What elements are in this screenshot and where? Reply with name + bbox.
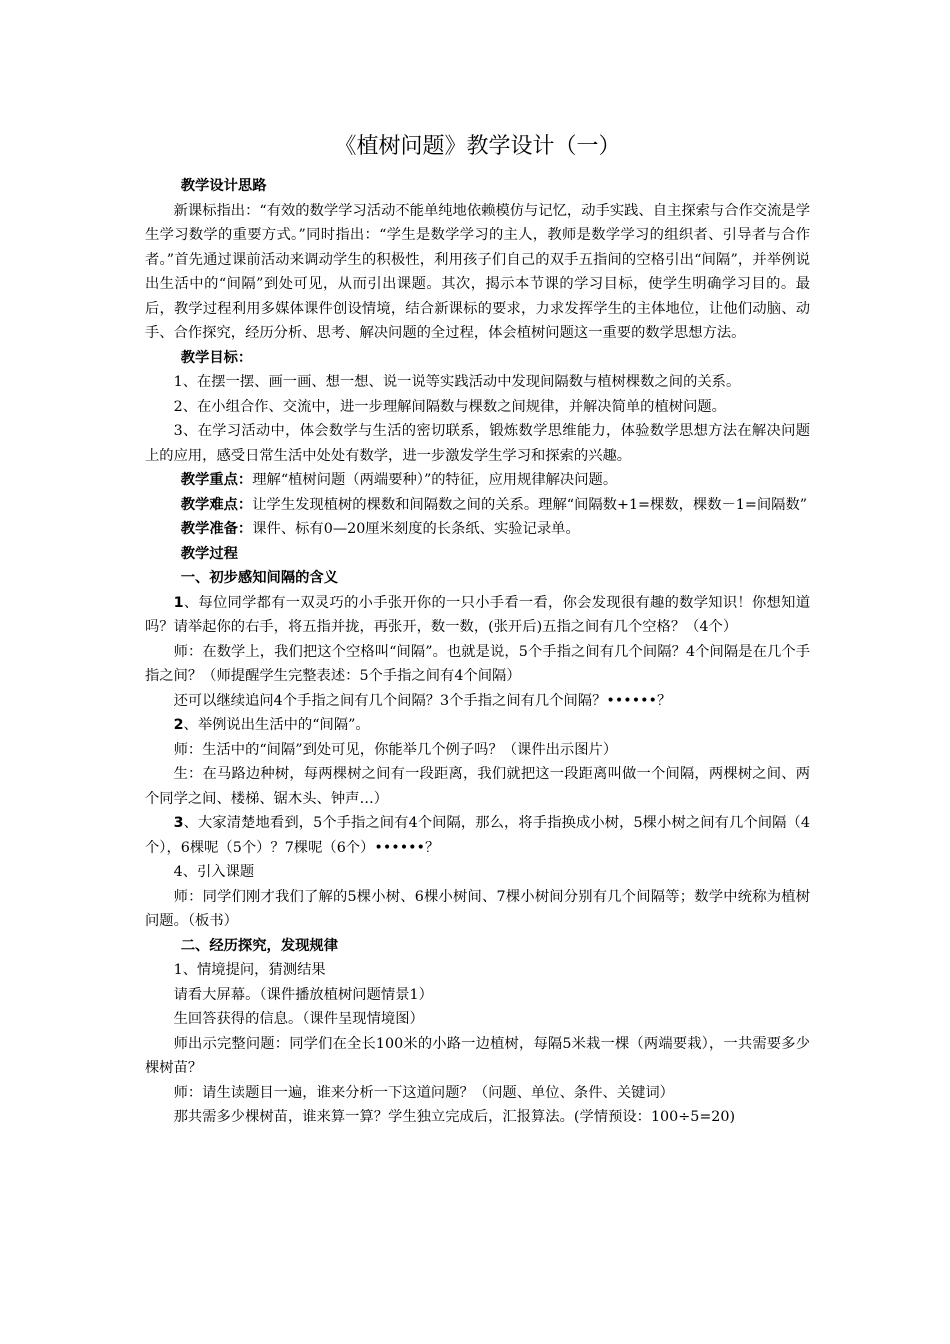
- paragraph-6: 生：在马路边种树，每两棵树之间有一段距离，我们就把这一段距离叫做一个间隔，两棵树之间、两个同学之间、楼梯、锯木头、钟声…）: [145, 766, 810, 807]
- paragraph-14: 师：请生读题目一遍，谁来分析一下这道问题？（问题、单位、条件、关键词）: [173, 1084, 674, 1101]
- paragraph-12: 生回答获得的信息。（课件呈现情境图）: [173, 1011, 424, 1027]
- paragraph-5: 师：生活中的“间隔”到处可见，你能举几个例子吗？（课件出示图片）: [173, 741, 618, 758]
- p4-number: 2: [173, 717, 184, 733]
- p7-text: 、大家清楚地看到，5个手指之间有4个间隔，那么，将手指换成小树，5棵小树之间有几个间隔（4个），6棵呢（5个）？7棵呢（6个）••••••？: [145, 815, 810, 856]
- document-title: 《植树问题》教学设计（一）: [334, 134, 621, 159]
- diff-text: 让学生发现植树的棵数和间隔数之间的关系。理解“间隔数+1=棵数，棵数－1=间隔数”: [252, 496, 808, 513]
- p7-number: 3: [173, 815, 184, 831]
- paragraph-4: [145, 713, 810, 738]
- document-page: [145, 128, 810, 1130]
- heading-design: 教学设计思路: [180, 178, 267, 194]
- p1-number: 1: [173, 594, 184, 611]
- heading-goals: 教学目标：: [180, 349, 253, 366]
- heading-process: 教学过程: [180, 545, 238, 562]
- p4-text: 、举例说出生活中的“间隔”。: [183, 717, 370, 733]
- paragraph-8: 4、引入课题: [173, 864, 255, 880]
- goal-2: 2、在小组合作、交流中，进一步理解间隔数与棵数之间规律，并解决简单的植树问题。: [173, 398, 726, 415]
- p1-text: 、每位同学都有一双灵巧的小手张开你的一只小手看一看，你会发现很有趣的数学知识！你想知道吗？请举起你的右手，将五指并拢，再张开，数一数，(张开后)五指之间有几个空格？（4个）: [145, 594, 810, 635]
- difficulty: [145, 493, 810, 518]
- paragraph-design: 新课标指出：“有效的数学学习活动不能单纯地依赖模仿与记忆，动手实践、自主探索与合作交流是学生学习数学的重要方式。”同时指出：“学生是数学学习的主人，教师是数学学习的组织者、引导者与合作者。”首先通过课前活动来调动学生的积极性，利用孩子们自己的双手五指间的空格引出“间隔”，并举例说出生活中的“间隔”到处可见，从而引出课题。其次，揭示本节课的学习目标，使学生明确学习目的。最后，教学过程利用多媒体课件创设情境，结合新课标的要求，力求发挥学生的主体地位，让他们动脑、动手、合作探究，经历分析、思考、解决问题的全过程，体会植树问题这一重要的数学思想方法。: [145, 202, 810, 341]
- paragraph-13: 师出示完整问题：同学们在全长100米的小路一边植树，每隔5米栽一棵（两端要栽），一共需要多少棵树苗？: [145, 1035, 810, 1076]
- preparation: [145, 517, 810, 542]
- prep-label: 教学准备：: [180, 521, 253, 537]
- key-point: [145, 468, 810, 493]
- diff-label: 教学难点：: [180, 496, 253, 513]
- heading-part2: 二、经历探究，发现规律: [180, 937, 339, 954]
- heading-part1: 一、初步感知间隔的含义: [180, 570, 339, 586]
- goal-1: 1、在摆一摆、画一画、想一想、说一说等实践活动中发现间隔数与植树棵数之间的关系。: [173, 374, 741, 390]
- goal-3: 3、在学习活动中，体会数学与生活的密切联系，锻炼数学思维能力，体验数学思想方法在解决问题上的应用，感受日常生活中处处有数学，进一步激发学生学习和探索的兴趣。: [145, 423, 810, 464]
- paragraph-9: 师：同学们刚才我们了解的5棵小树、6棵小树间、7棵小树间分别有几个间隔等；数学中统称为植树问题。（板书）: [145, 888, 810, 929]
- key-label: 教学重点：: [180, 472, 253, 488]
- paragraph-10: 1、情境提问，猜测结果: [173, 962, 326, 978]
- paragraph-3: 还可以继续追问4个手指之间有几个间隔？3个手指之间有几个间隔？••••••？: [173, 692, 672, 709]
- paragraph-1: [145, 591, 810, 640]
- prep-text: 课件、标有0—20厘米刻度的长条纸、实验记录单。: [252, 521, 580, 537]
- paragraph-2: 师：在数学上，我们把这个空格叫“间隔”。也就是说，5个手指之间有几个间隔？4个间隔是在几个手指之间？（师提醒学生完整表述：5个手指之间有4个间隔）: [145, 643, 810, 684]
- key-text: 理解“植树问题（两端要种）”的特征，应用规律解决问题。: [252, 472, 618, 488]
- paragraph-15: 那共需多少棵树苗，谁来算一算？学生独立完成后，汇报算法。(学情预设：100÷5=20): [173, 1109, 736, 1125]
- paragraph-11: 请看大屏幕。（课件播放植树问题情景1）: [173, 986, 433, 1003]
- paragraph-7: [145, 811, 810, 860]
